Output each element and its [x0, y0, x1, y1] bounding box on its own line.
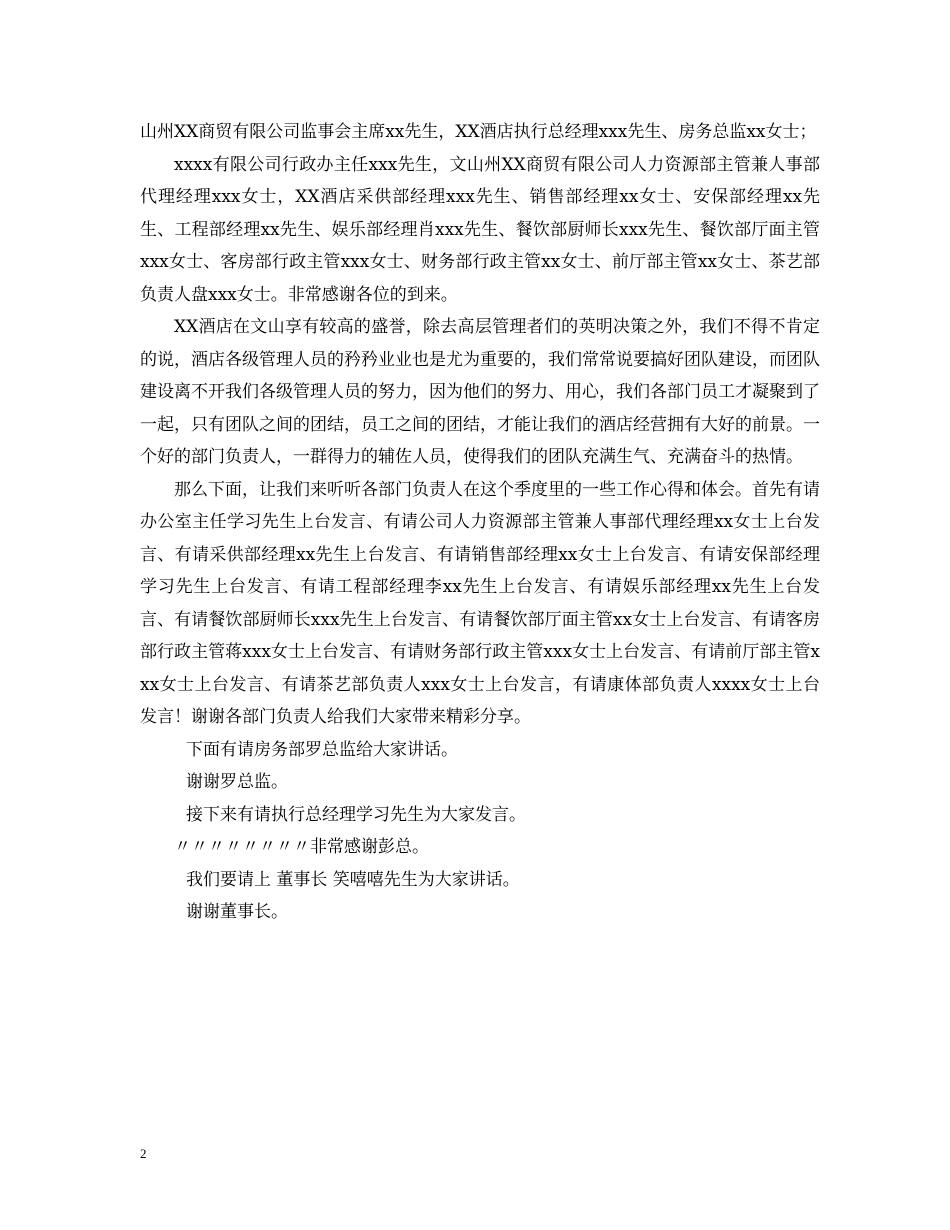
document-body — [140, 116, 820, 929]
line-thank-room-director: 谢谢罗总监。 — [186, 772, 288, 792]
line-thank-chairman: 谢谢董事长。 — [186, 902, 288, 922]
line-invite-general-manager: 接下来有请执行总经理学习先生为大家发言。 — [186, 804, 526, 825]
line-invite-chairman: 我们要请上 董事长 笑嘻嘻先生为大家讲话。 — [186, 869, 520, 890]
line-thank-general-manager: 〃〃〃〃〃〃〃〃非常感谢彭总。 — [174, 837, 429, 857]
paragraph-attendees-list: xxxx有限公司行政办主任xxx先生，文山州XX商贸有限公司人力资源部主管兼人事部代理经理xxx女士，XX酒店采供部经理xxx先生、销售部经理xx女士、安保部经理xx先生、工程部经理xx先生、娱乐部经理肖xxx先生、餐饮部厨师长xxx先生、餐饮部厅面主管xxx女士、客房部行政主管xxx女士、财务部行政主管xx女士、前厅部主管xx女士、茶艺部负责人盘xxx女士。非常感谢各位的到来。 — [140, 154, 820, 305]
paragraph-speaker-invitations: 那么下面，让我们来听听各部门负责人在这个季度里的一些工作心得和体会。首先有请办公室主任学习先生上台发言、有请公司人力资源部主管兼人事部代理经理xx女士上台发言、有请采供部经理xx先生上台发言、有请销售部经理xx女士上台发言、有请安保部经理学习先生上台发言、有请工程部经理李xx先生上台发言、有请娱乐部经理xx先生上台发言、有请餐饮部厨师长xxx先生上台发言、有请餐饮部厅面主管xx女士上台发言、有请客房部行政主管蒋xxx女士上台发言、有请财务部行政主管xxx女士上台发言、有请前厅部主管xxx女士上台发言、有请茶艺部负责人xxx女士上台发言，有请康体部负责人xxxx女士上台发言！谢谢各部门负责人给我们大家带来精彩分享。 — [140, 479, 820, 727]
line-invite-room-director: 下面有请房务部罗总监给大家讲话。 — [186, 739, 458, 760]
paragraph-attendees-continued: 山州XX商贸有限公司监事会主席xx先生，XX酒店执行总经理xxx先生、房务总监xx女士； — [140, 122, 817, 142]
page-number: 2 — [140, 1146, 147, 1161]
paragraph-hotel-teamwork: XX酒店在文山享有较高的盛誉，除去高层管理者们的英明决策之外，我们不得不肯定的说，酒店各级管理人员的矜矜业业也是尤为重要的，我们常常说要搞好团队建设，而团队建设离不开我们各级管理人员的努力，因为他们的努力、用心，我们各部门员工才凝聚到了一起，只有团队之间的团结，员工之间的团结，才能让我们的酒店经营拥有大好的前景。一个好的部门负责人，一群得力的辅佐人员，使得我们的团队充满生气、充满奋斗的热情。 — [140, 317, 820, 467]
